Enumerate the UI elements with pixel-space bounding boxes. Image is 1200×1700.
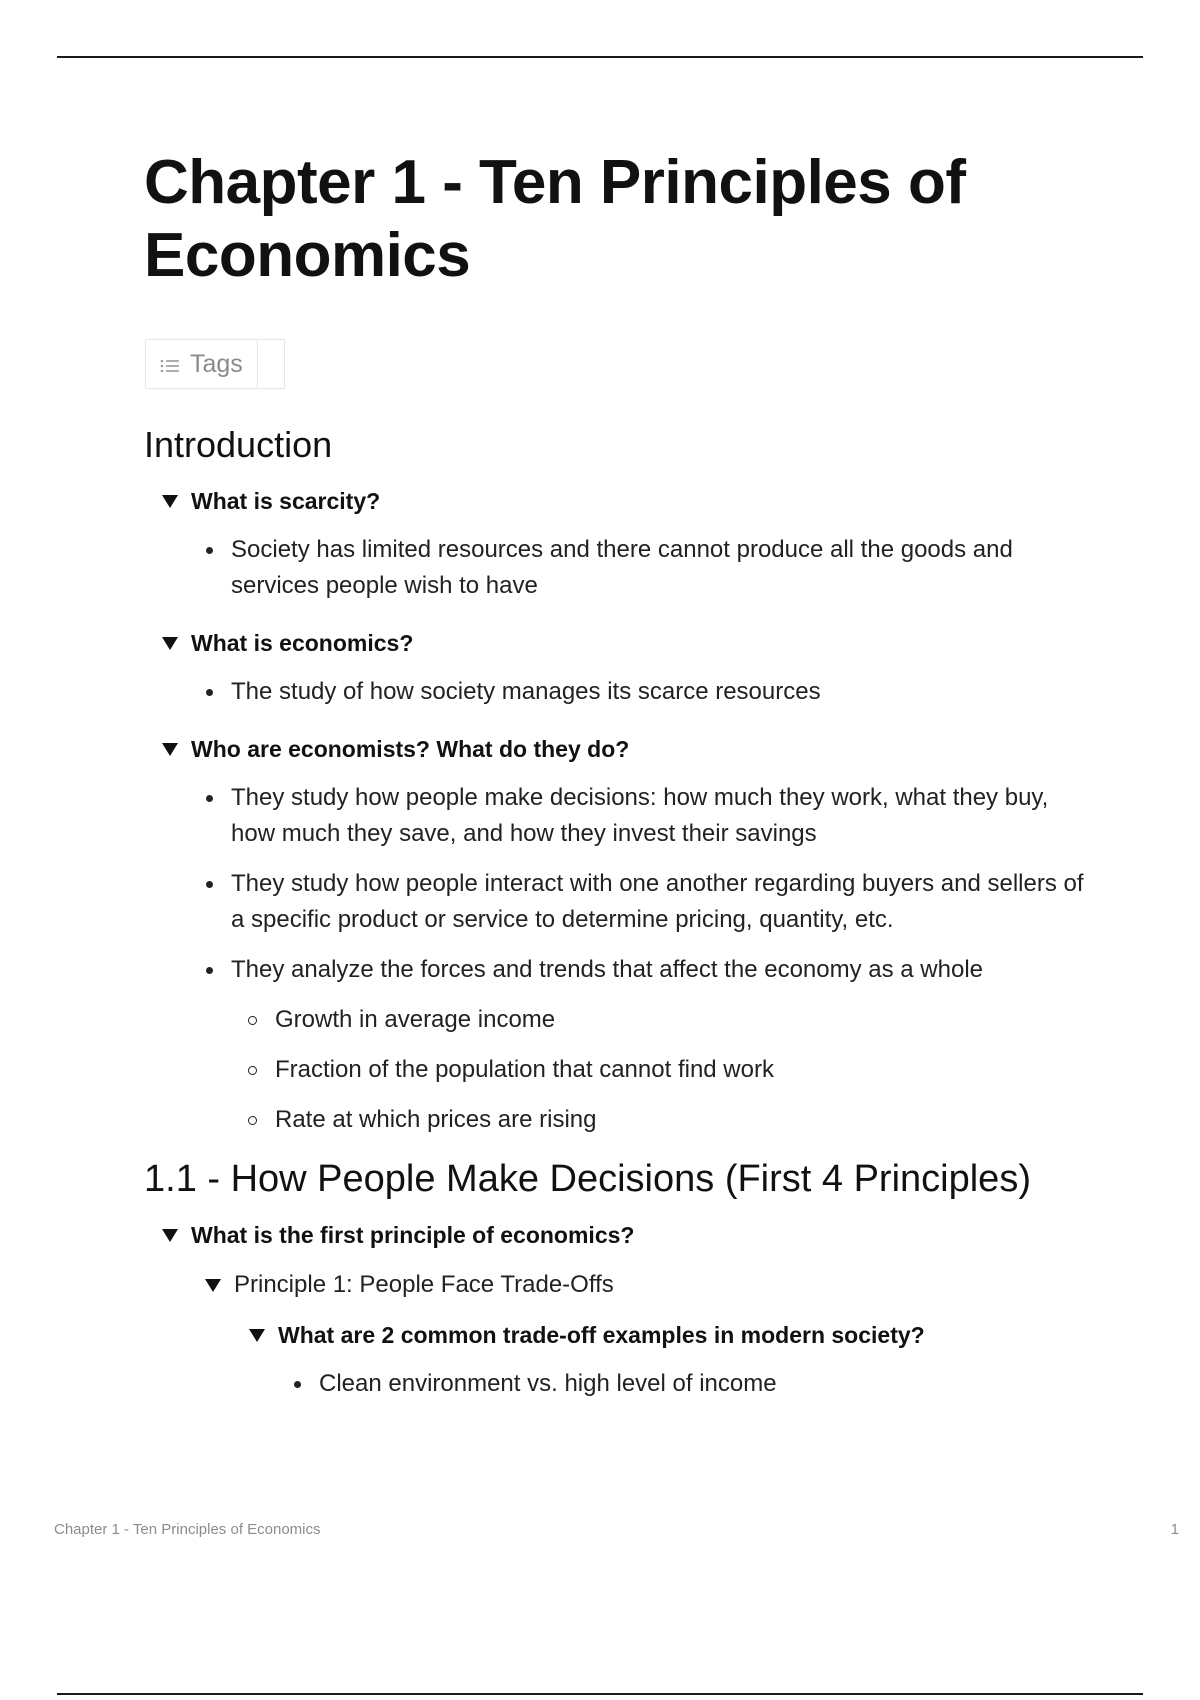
toggle-what-is-scarcity[interactable] — [144, 476, 1104, 526]
list-item: They study how people interact with one another regarding buyers and sellers of a specific product or service to determine pricing, quantity, etc. — [144, 866, 1091, 938]
page-title: Chapter 1 - Ten Principles of Economics — [144, 148, 966, 290]
footer-document-title: Chapter 1 - Ten Principles of Economics — [54, 1521, 321, 1538]
sub-list-item: Rate at which prices are rising — [144, 1102, 1075, 1138]
list-item: They analyze the forces and trends that affect the economy as a whole — [144, 952, 1091, 988]
toggle-label: What are 2 common trade-off examples in modern society? — [278, 1321, 925, 1348]
footer-page-number: 1 — [1170, 1521, 1179, 1538]
bullet-dot-icon — [206, 967, 213, 974]
bullet-dot-icon — [206, 689, 213, 696]
bullet-dot-icon — [206, 795, 213, 802]
bullet-circle-icon — [248, 1066, 257, 1075]
bullet-dot-icon — [206, 547, 213, 554]
sub-list-item: Fraction of the population that cannot find work — [144, 1052, 1075, 1088]
toggle-principle-1[interactable] — [144, 1260, 1104, 1310]
toggle-triangle-icon[interactable] — [162, 1229, 178, 1242]
bullet-dot-icon — [206, 881, 213, 888]
toggle-who-are-economists[interactable] — [144, 724, 1104, 774]
top-rule — [57, 56, 1143, 58]
toggle-what-is-economics[interactable] — [144, 618, 1104, 668]
page-content — [144, 420, 1104, 1416]
list-item: Society has limited resources and there cannot produce all the goods and services people wish to have — [144, 532, 1091, 604]
sub-list-item: Growth in average income — [144, 1002, 1075, 1038]
tags-value-empty[interactable] — [258, 339, 285, 389]
list-item: The study of how society manages its scarce resources — [144, 674, 1091, 710]
tags-label: Tags — [190, 349, 243, 378]
toggle-triangle-icon[interactable] — [249, 1329, 265, 1342]
toggle-first-principle[interactable] — [144, 1210, 1104, 1260]
heading-introduction: Introduction — [144, 424, 333, 465]
toggle-label: What is economics? — [191, 629, 414, 656]
toggle-trade-off-examples[interactable] — [144, 1310, 1104, 1360]
list-icon — [160, 358, 180, 374]
bullet-circle-icon — [248, 1016, 257, 1025]
tags-property[interactable] — [145, 339, 285, 389]
toggle-triangle-icon[interactable] — [205, 1279, 221, 1292]
toggle-label: What is the first principle of economics? — [191, 1221, 635, 1248]
list-item: They study how people make decisions: how much they work, what they buy, how much they save, and how they invest their savings — [144, 780, 1091, 852]
toggle-label: Principle 1: People Face Trade-Offs — [234, 1271, 614, 1298]
bullet-circle-icon — [248, 1116, 257, 1125]
heading-section-1-1: 1.1 - How People Make Decisions (First 4 Principles) — [144, 1158, 1031, 1200]
toggle-triangle-icon[interactable] — [162, 743, 178, 756]
toggle-triangle-icon[interactable] — [162, 495, 178, 508]
toggle-label: What is scarcity? — [191, 487, 381, 514]
toggle-triangle-icon[interactable] — [162, 637, 178, 650]
list-item: Clean environment vs. high level of income — [144, 1366, 1099, 1402]
tags-label-box[interactable] — [145, 339, 258, 389]
toggle-label: Who are economists? What do they do? — [191, 735, 630, 762]
bullet-dot-icon — [294, 1381, 301, 1388]
bottom-rule — [57, 1693, 1143, 1695]
